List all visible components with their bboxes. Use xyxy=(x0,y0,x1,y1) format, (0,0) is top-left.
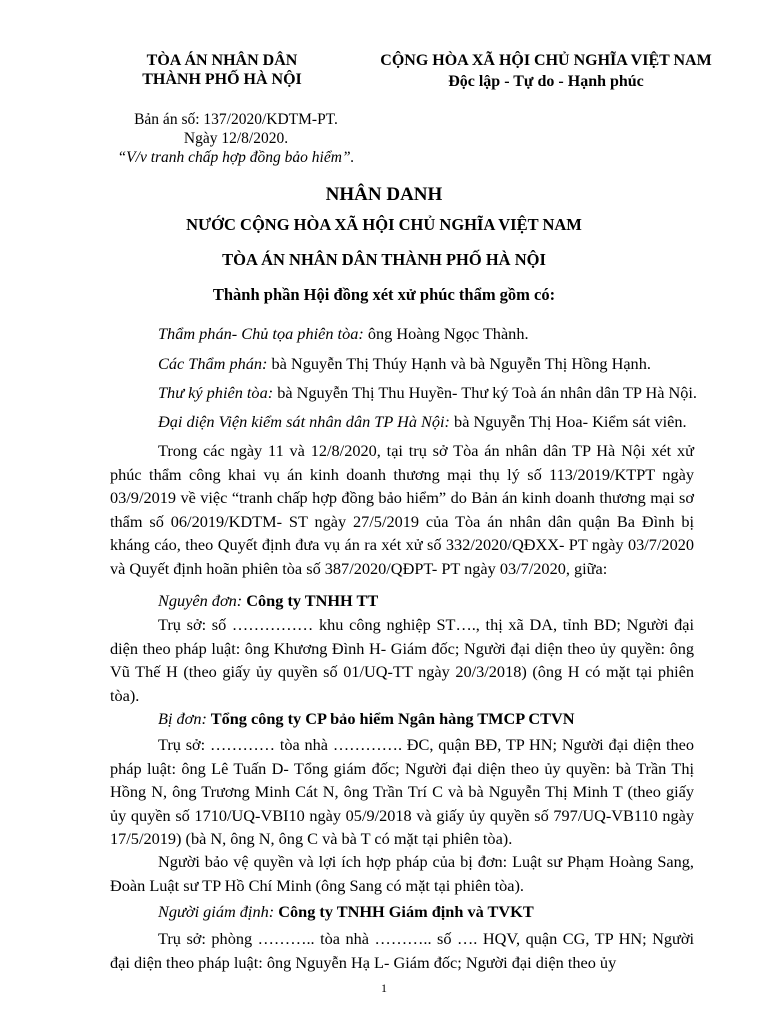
nation-name: CỘNG HÒA XÃ HỘI CHỦ NGHĨA VIỆT NAM xyxy=(380,52,712,69)
panel-judges-value: bà Nguyễn Thị Thúy Hạnh và bà Nguyễn Thị Hồng Hạnh. xyxy=(267,354,651,373)
case-date: Ngày 12/8/2020. xyxy=(183,130,289,147)
procuracy-value: bà Nguyễn Thị Hoa- Kiểm sát viên. xyxy=(449,412,687,431)
court-clerk-label: Thư ký phiên tòa: xyxy=(158,383,274,402)
panel-judges xyxy=(158,352,651,376)
defendant-label: Bị đơn: xyxy=(158,709,207,728)
procuracy-representative xyxy=(158,410,687,434)
defendant-name: Tổng công ty CP bảo hiểm Ngân hàng TMCP CTVN xyxy=(206,709,575,728)
plaintiff-label: Nguyên đơn: xyxy=(158,591,243,610)
plaintiff-name: Công ty TNHH TT xyxy=(242,591,379,610)
presiding-judge-value: ông Hoàng Ngọc Thành. xyxy=(363,324,529,343)
court-name-line2: THÀNH PHỐ HÀ NỘI xyxy=(142,71,302,88)
panel-judges-label: Các Thẩm phán: xyxy=(158,354,268,373)
title-court: TÒA ÁN NHÂN DÂN THÀNH PHỐ HÀ NỘI xyxy=(222,250,546,269)
court-clerk-value: bà Nguyễn Thị Thu Huyền- Thư ký Toà án nhân dân TP Hà Nội. xyxy=(273,383,697,402)
title-on-behalf: NHÂN DANH xyxy=(325,184,443,205)
national-motto: Độc lập - Tự do - Hạnh phúc xyxy=(448,73,644,90)
defender-paragraph: Người bảo vệ quyền và lợi ích hợp pháp của bị đơn: Luật sư Phạm Hoàng Sang, Đoàn Luật sư TP Hồ Chí Minh (ông Sang có mặt tại phiên tòa). xyxy=(110,852,694,895)
title-country: NƯỚC CỘNG HÒA XÃ HỘI CHỦ NGHĨA VIỆT NAM xyxy=(186,215,582,234)
page-number: 1 xyxy=(381,981,387,995)
court-clerk xyxy=(158,381,697,405)
presiding-judge-label: Thẩm phán- Chủ tọa phiên tòa: xyxy=(158,324,364,343)
court-name-line1: TÒA ÁN NHÂN DÂN xyxy=(146,52,298,69)
presiding-judge xyxy=(158,322,529,346)
assessor-label: Người giám định: xyxy=(158,902,275,921)
case-number: Bản án số: 137/2020/KDTM-PT. xyxy=(134,111,338,128)
case-subject: “V/v tranh chấp hợp đồng bảo hiểm”. xyxy=(117,149,355,166)
intro-paragraph: Trong các ngày 11 và 12/8/2020, tại trụ sở Tòa án nhân dân TP Hà Nội xét xử phúc thẩm công khai vụ án kinh doanh thương mại thụ lý số 113/2019/KTPT ngày 03/9/2019 về việc “tranh chấp hợp đồng bảo hiểm” do Bản án kinh doanh thương mại sơ thẩm số 06/2019/KDTM- ST ngày 27/5/2019 của Tòa án nhân dân quận Ba Đình bị kháng cáo, theo Quyết định đưa vụ án ra xét xử số 332/2020/QĐXX- PT ngày 03/7/2020 và Quyết định hoãn phiên tòa số 387/2020/QĐPT- PT ngày 03/7/2020, giữa: xyxy=(110,441,694,578)
defendant-detail: Trụ sở: ………… tòa nhà …………. ĐC, quận BĐ, TP HN; Người đại diện theo pháp luật: ông Lê Tuấn D- Tổng giám đốc; Người đại diện theo ủy quyền: bà Trần Thị Hồng N, ông Trương Minh Cát N, ông Trần Trí C và bà Nguyễn Thị Minh T (theo giấy ủy quyền số 1710/UQ-VBI10 ngày 05/9/2018 và giấy ủy quyền số 797/UQ-VB110 ngày 17/5/2019) (bà N, ông N, ông C và bà T có mặt tại phiên tòa). xyxy=(110,735,694,848)
assessor-heading xyxy=(158,900,534,924)
title-panel: Thành phần Hội đồng xét xử phúc thẩm gồm có: xyxy=(212,285,556,304)
assessor-name: Công ty TNHH Giám định và TVKT xyxy=(274,902,534,921)
plaintiff-detail: Trụ sở: số …………… khu công nghiệp ST…., thị xã DA, tỉnh BD; Người đại diện theo pháp luật: ông Khương Đình H- Giám đốc; Người đại diện theo ủy quyền: ông Vũ Thế H (theo giấy ủy quyền số 01/UQ-TT ngày 20/3/2018) (ông H có mặt tại phiên tòa). xyxy=(110,615,694,705)
assessor-detail: Trụ sở: phòng ……….. tòa nhà ……….. số …. HQV, quận CG, TP HN; Người đại diện theo pháp luật: ông Nguyễn Hạ L- Giám đốc; Người đại diện theo ủy xyxy=(110,929,694,972)
plaintiff-heading xyxy=(158,589,378,613)
defendant-heading xyxy=(158,707,575,731)
procuracy-label: Đại diện Viện kiểm sát nhân dân TP Hà Nội: xyxy=(158,412,450,431)
